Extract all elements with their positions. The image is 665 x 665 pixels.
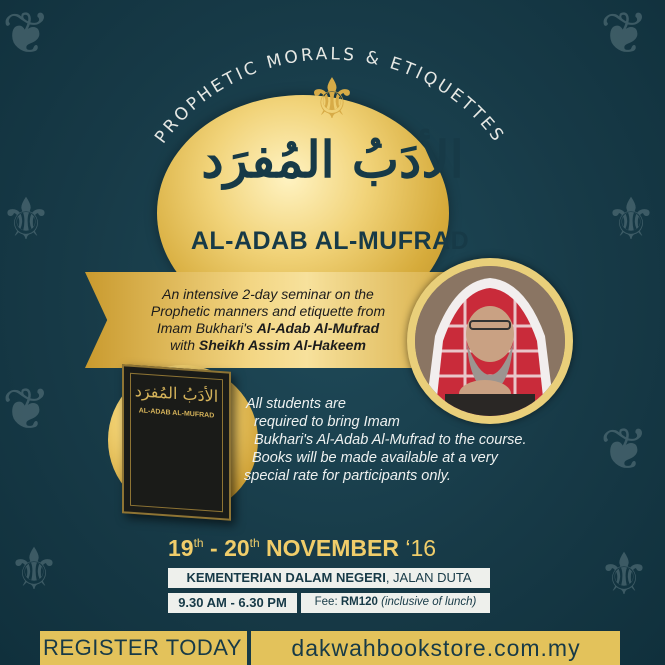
event-fee — [301, 596, 490, 608]
fee-label: Fee: — [314, 596, 341, 608]
date-separator: - — [203, 535, 225, 561]
description-text: with — [170, 337, 199, 353]
event-time: 9.30 AM - 6.30 PM — [178, 595, 287, 610]
description-line: Prophetic manners and etiquette from — [150, 303, 386, 319]
fee-note: (inclusive of lunch) — [377, 596, 477, 608]
description-line — [118, 320, 418, 337]
event-month: NOVEMBER — [259, 535, 399, 561]
side-ornament-icon: ❦ — [600, 415, 649, 483]
notice-line: special rate for participants only. — [244, 468, 451, 484]
corner-ornament-icon: ❦ — [2, 0, 51, 67]
speaker-portrait-icon — [415, 266, 565, 416]
speaker-name: Sheikh Assim Al-Hakeem — [198, 337, 366, 353]
venue-street: , JALAN DUTA — [385, 570, 472, 585]
notice-line: required to bring Imam — [254, 414, 400, 430]
corner-ornament-icon: ⚜ — [8, 535, 60, 603]
event-year: ‘16 — [398, 535, 437, 561]
side-ornament-icon: ⚜ — [605, 185, 657, 253]
speaker-photo — [415, 266, 565, 416]
notice-line: Books will be made available at a very — [252, 450, 498, 466]
register-button[interactable]: REGISTER TODAY — [43, 635, 242, 660]
fee-amount: RM120 — [340, 596, 378, 608]
end-day-suffix: th — [249, 536, 260, 550]
page-title: AL-ADAB AL-MUFRAD — [190, 227, 470, 255]
event-date — [168, 535, 498, 562]
fleur-de-lis-icon: ⚜ — [306, 67, 358, 132]
notice-line: Bukhari's Al-Adab Al-Mufrad to the course. — [254, 432, 527, 448]
corner-ornament-icon: ⚜ — [598, 540, 650, 608]
book-title: AL-ADAB AL-MUFRAD — [138, 407, 215, 420]
start-day-suffix: th — [193, 536, 204, 550]
event-venue — [168, 570, 490, 585]
description-line — [118, 337, 418, 354]
seminar-description — [118, 286, 418, 354]
book-name: Al-Adab Al-Mufrad — [256, 320, 380, 336]
description-line: An intensive 2-day seminar on the — [162, 286, 374, 302]
arc-title-text: PROPHETIC MORALS & ETIQUETTES — [151, 44, 509, 148]
side-ornament-icon: ❦ — [2, 375, 51, 443]
start-day: 19 — [168, 535, 194, 561]
website-link[interactable]: dakwahbookstore.com.my — [291, 635, 581, 661]
corner-ornament-icon: ❦ — [600, 0, 649, 67]
side-ornament-icon: ⚜ — [0, 185, 52, 253]
book-arabic-title: الأدَبُ المُفرَد — [134, 381, 219, 406]
book-notice — [236, 395, 556, 485]
arabic-title: الأدَبُ المُفرَد — [201, 130, 464, 189]
notice-line: All students are — [246, 396, 346, 412]
footer-divider — [247, 631, 251, 665]
venue-name: KEMENTERIAN DALAM NEGERI — [186, 570, 386, 585]
book-cover — [122, 364, 231, 521]
description-text: Imam Bukhari's — [156, 320, 257, 336]
end-day: 20 — [224, 535, 250, 561]
